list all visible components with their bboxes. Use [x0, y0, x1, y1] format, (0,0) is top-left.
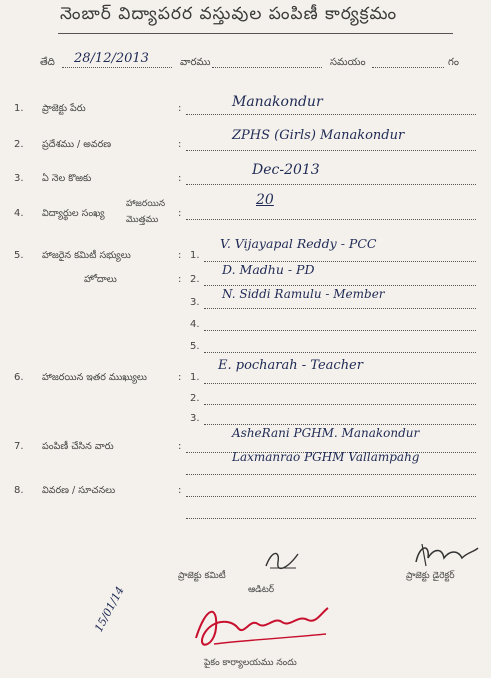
title-underline	[58, 33, 453, 34]
row-label: విద్యార్థుల సంఖ్య	[42, 208, 105, 219]
row-dots	[186, 496, 476, 497]
row-label: ఏ నెల కొఱకు	[42, 173, 92, 184]
row-number: 8.	[14, 485, 24, 496]
row-dots	[186, 150, 476, 151]
committee-member-3: N. Siddi Ramulu - Member	[222, 287, 385, 301]
date-dots	[62, 67, 172, 68]
distributor-2: Laxmanrao PGHM Vallampahg	[232, 450, 420, 464]
hours-label: గం	[448, 57, 459, 68]
colon: :	[178, 103, 182, 114]
other-number: 1.	[190, 372, 200, 383]
colon: :	[178, 139, 182, 150]
row-dots	[186, 114, 476, 115]
colon: :	[178, 485, 182, 496]
row-label: హాజరైన కమిటీ సభ్యులు	[42, 250, 131, 261]
colon: :	[178, 274, 182, 285]
row-dots	[186, 219, 476, 220]
member-number: 1.	[190, 250, 200, 261]
time-label: సమయం	[330, 57, 366, 68]
row-label: ప్రదేశము / అవరణ	[42, 139, 112, 150]
row-label-designation: హోదాలు	[84, 274, 117, 285]
member-dots	[204, 285, 476, 286]
colon: :	[178, 441, 182, 452]
row-number: 1.	[14, 103, 24, 114]
member-number: 5.	[190, 341, 200, 352]
director-signature	[412, 540, 482, 570]
auditor-label: ఆడిటర్	[248, 585, 275, 595]
date-value: 28/12/2013	[74, 51, 149, 66]
director-label: ప్రాజెక్టు డైరెక్టర్	[406, 571, 455, 581]
row-label: వివరణ / సూచనలు	[42, 485, 116, 496]
project-name-value: Manakondur	[232, 94, 323, 110]
other-number: 2.	[190, 393, 200, 404]
students-count-value: 20	[256, 192, 274, 208]
location-value: ZPHS (Girls) Manakondur	[232, 128, 405, 143]
colon: :	[178, 173, 182, 184]
other-dots	[204, 404, 476, 405]
member-dots	[204, 308, 476, 309]
member-number: 4.	[190, 319, 200, 330]
row-sublabel-total: మొత్తము	[126, 215, 159, 225]
row-number: 3.	[14, 173, 24, 184]
distributor-1: AsheRani PGHM. Manakondur	[232, 426, 420, 440]
row-number: 5.	[14, 250, 24, 261]
committee-member-1: V. Vijayapal Reddy - PCC	[220, 236, 377, 251]
colon: :	[178, 250, 182, 261]
row-label: ప్రాజెక్టు పేరు	[42, 103, 86, 114]
row-dots	[186, 474, 476, 475]
office-signature-red	[186, 598, 336, 656]
date-label: తేది	[40, 57, 55, 68]
colon: :	[178, 372, 182, 383]
row-number: 7.	[14, 441, 24, 452]
row-number: 6.	[14, 372, 24, 383]
member-number: 2.	[190, 274, 200, 285]
day-dots	[212, 67, 322, 68]
other-dots	[204, 424, 476, 425]
page-title: నెంబార్ విద్యాపరర వస్తువుల పంపిణీ కార్యక్రమం	[60, 4, 398, 24]
row-label: పంపిణీ చేసిన వారు	[42, 441, 114, 452]
row-dots	[186, 184, 476, 185]
member-dots	[204, 352, 476, 353]
member-dots	[204, 330, 476, 331]
row-label: హాజరయిన ఇతర ముఖ్యులు	[42, 372, 147, 383]
row-number: 4.	[14, 208, 24, 219]
month-value: Dec-2013	[252, 162, 320, 178]
office-label: పైకం కార్యాలయము నందు	[204, 658, 297, 668]
other-dots	[204, 383, 476, 384]
other-attendee-1: E. pocharah - Teacher	[218, 358, 363, 373]
row-number: 2.	[14, 139, 24, 150]
day-label: వారము	[180, 57, 211, 68]
committee-label: ప్రాజెక్టు కమిటీ	[178, 571, 226, 581]
bottom-date: 15/01/14	[92, 584, 127, 635]
auditor-signature	[262, 548, 302, 572]
member-number: 3.	[190, 297, 200, 308]
row-dots	[186, 518, 476, 519]
committee-member-2: D. Madhu - PD	[222, 262, 315, 277]
time-dots	[372, 67, 444, 68]
row-sublabel-present: హాజరయిన	[126, 199, 166, 209]
other-number: 3.	[190, 413, 200, 424]
colon: :	[178, 208, 182, 219]
